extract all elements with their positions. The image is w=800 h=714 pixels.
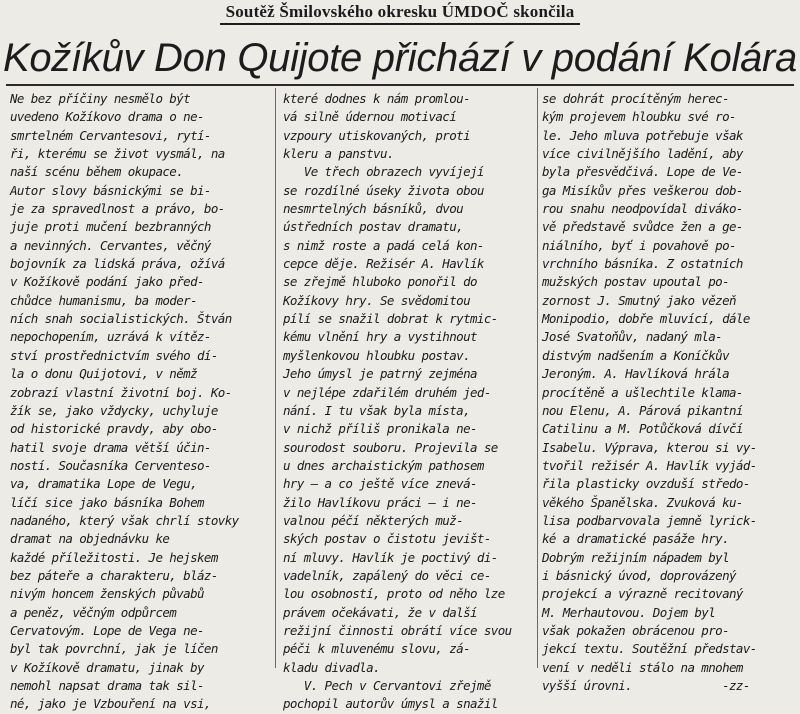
text-line: tvořil režisér A. Havlík vyjád- bbox=[542, 457, 757, 473]
text-line: smrtelném Cervantesovi, rytí- bbox=[10, 127, 211, 143]
text-line: kleru a panstvu. bbox=[283, 146, 394, 162]
article-column-1 bbox=[10, 90, 268, 712]
text-line: se zřejmě hluboko ponořil do bbox=[283, 274, 477, 290]
headline-rule bbox=[6, 84, 794, 86]
text-line: kým projevem hloubku své ro- bbox=[542, 109, 736, 125]
text-line: ství prostřednictvím svého dí- bbox=[10, 347, 218, 363]
text-line: sourodost souboru. Projevila se bbox=[283, 439, 498, 455]
text-line: péči k mluvenému slovu, zá- bbox=[283, 641, 470, 657]
text-line: ké a dramatické pasáže hry. bbox=[542, 531, 729, 547]
text-line: od historické pravdy, aby obo- bbox=[10, 421, 218, 437]
text-line: každé příležitosti. Je hejskem bbox=[10, 549, 218, 565]
text-line: mužských postav upoutal po- bbox=[542, 274, 729, 290]
text-line: řila plasticky ovzduší středo- bbox=[542, 476, 750, 492]
text-line: chůdce humanismu, ba moder- bbox=[10, 292, 197, 308]
text-line: lou osobností, proto od něho lze bbox=[283, 586, 505, 602]
article-column-2 bbox=[283, 90, 533, 712]
text-line: vyšší úrovni. -zz- bbox=[542, 678, 750, 693]
text-line: José Svatoňův, nadaný mla- bbox=[542, 329, 723, 345]
text-line: Kožíkovy hry. Se svědomitou bbox=[283, 292, 470, 308]
text-line: se dohrát procítěným herec- bbox=[542, 91, 729, 106]
text-line: Catilinu a M. Potůčková dívčí bbox=[542, 421, 743, 437]
text-line: věkého Španělska. Zvuková ku- bbox=[542, 494, 743, 510]
text-line: i básnický úvod, doprovázený bbox=[542, 567, 736, 583]
text-line: však pokažen obrácenou pro- bbox=[542, 622, 729, 638]
text-line: v Kožíkově podání jako před- bbox=[10, 274, 204, 290]
text-line: distvým nadšením a Koníčkův bbox=[542, 347, 729, 363]
text-line: líčí sice jako básníka Bohem bbox=[10, 494, 204, 510]
text-line: Ve třech obrazech vyvíjejí bbox=[283, 164, 484, 180]
text-line: ností. Současníka Cerventeso- bbox=[10, 457, 211, 473]
text-line: va, dramatika Lope de Vegu, bbox=[10, 476, 197, 492]
text-line: zornost J. Smutný jako vězeň bbox=[542, 292, 736, 308]
text-line: myšlenkovou hloubku postav. bbox=[283, 347, 470, 363]
text-line: režijní činnosti obrátí více svou bbox=[283, 622, 512, 638]
text-line: je za spravedlnost a právo, bo- bbox=[10, 201, 225, 217]
text-line: nou Elenu, A. Párová pikantní bbox=[542, 402, 743, 418]
text-line: kému vlnění hry a vystihnout bbox=[283, 329, 477, 345]
article-headline: Kožíkův Don Quijote přichází v podání Kolára bbox=[3, 36, 797, 80]
text-line: vrchního básníka. Z ostatních bbox=[542, 256, 743, 272]
text-line: Autor slovy básnickými se bi- bbox=[10, 182, 211, 198]
text-line: byl tak povrchní, jak je líčen bbox=[10, 641, 218, 657]
text-line: hry — a co ještě více znevá- bbox=[283, 476, 477, 492]
text-line: v Kožíkově dramatu, jinak by bbox=[10, 659, 204, 675]
text-line: Dobrým režijním nápadem byl bbox=[542, 549, 729, 565]
column-divider-1 bbox=[275, 88, 276, 668]
text-line: vadelník, zapálený do věci ce- bbox=[283, 567, 491, 583]
text-line: ga Misíkův přes veškerou dob- bbox=[542, 182, 743, 198]
text-line: bez páteře a charakteru, bláz- bbox=[10, 567, 218, 583]
text-line: Monipodio, dobře mluvící, dále bbox=[542, 311, 750, 327]
text-line: vení v neděli stálo na mnohem bbox=[542, 659, 743, 675]
text-line: nání. I tu však byla místa, bbox=[283, 402, 470, 418]
text-line: v nichž příliš pronikala ne- bbox=[283, 421, 477, 437]
text-line: jekcí textu. Soutěžní představ- bbox=[542, 641, 757, 657]
text-line: ských postav o čistotu jevišt- bbox=[283, 531, 491, 547]
text-line: vá silně údernou motivací bbox=[283, 109, 457, 125]
column-divider-2 bbox=[537, 88, 538, 668]
text-line: byla přesvědčivá. Lope de Ve- bbox=[542, 164, 743, 180]
text-line: né, jako je Vzbouření na vsi, bbox=[10, 696, 211, 712]
text-line: a nevinných. Cervantes, věčný bbox=[10, 237, 211, 253]
kicker-text: Soutěž Šmilovského okresku ÚMDOČ skončila bbox=[220, 2, 581, 25]
text-line: la o donu Quijotovi, v němž bbox=[10, 366, 197, 382]
text-line: více civilnějšího ladění, aby bbox=[542, 146, 743, 162]
text-line: niálního, byť i povahově po- bbox=[542, 237, 736, 253]
text-line: le. Jeho mluva potřebuje však bbox=[542, 127, 743, 143]
text-line: naší scénu během okupace. bbox=[10, 164, 184, 180]
article-kicker bbox=[0, 2, 800, 25]
article-column-3 bbox=[542, 90, 798, 693]
text-line: pochopil autorův úmysl a snažil bbox=[283, 696, 498, 712]
text-line: právem očekávati, že v další bbox=[283, 604, 477, 620]
text-line: M. Merhautovou. Dojem byl bbox=[542, 604, 716, 620]
text-line: Isabelu. Výprava, kterou si vy- bbox=[542, 439, 757, 455]
text-line: nesmrtelných básníků, dvou bbox=[283, 201, 464, 217]
text-line: ři, kterému se život vysmál, na bbox=[10, 146, 225, 162]
text-line: juje proti mučení bezbranných bbox=[10, 219, 211, 235]
text-line: Cervatovým. Lope de Vega ne- bbox=[10, 622, 204, 638]
text-line: vě představě svůdce žen a ge- bbox=[542, 219, 743, 235]
text-line: projekcí a výrazně recitovaný bbox=[542, 586, 743, 602]
text-line: nepochopením, uzrává k vítěz- bbox=[10, 329, 211, 345]
text-line: ní mluvy. Havlík je poctivý di- bbox=[283, 549, 498, 565]
text-line: bojovník za lidská práva, ožívá bbox=[10, 256, 225, 272]
text-line: Ne bez příčiny nesmělo být bbox=[10, 91, 191, 106]
text-line: pílí se snažil dobrat k rytmic- bbox=[283, 311, 498, 327]
text-line: uvedeno Kožíkovo drama o ne- bbox=[10, 109, 204, 125]
text-line: a peněz, věčným odpůrcem bbox=[10, 604, 177, 620]
text-line: nadaného, který však chrlí stovky bbox=[10, 512, 239, 528]
text-line: Jeho úmysl je patrný zejména bbox=[283, 366, 477, 382]
text-line: procítěně a ušlechtile klama- bbox=[542, 384, 743, 400]
text-line: žík se, jako vždycky, uchyluje bbox=[10, 402, 218, 418]
text-line: ústředních postav dramatu, bbox=[283, 219, 464, 235]
text-line: ních snah socialistických. Štván bbox=[10, 311, 232, 327]
text-line: lisa podbarvovala jemně lyrick- bbox=[542, 512, 757, 528]
text-line: s nimž roste a padá celá kon- bbox=[283, 237, 484, 253]
text-line: dramat na objednávku ke bbox=[10, 531, 170, 547]
text-line: žilo Havlíkovu práci — i ne- bbox=[283, 494, 477, 510]
text-line: vzpoury utiskovaných, proti bbox=[283, 127, 470, 143]
text-line: Jeroným. A. Havlíková hrála bbox=[542, 366, 729, 382]
text-line: hatil svoje drama větší účin- bbox=[10, 439, 211, 455]
text-line: se rozdílné úseky života obou bbox=[283, 182, 484, 198]
text-line: rou snahu neodpovídal divákо- bbox=[542, 201, 743, 217]
text-line: valnou péčí některých muž- bbox=[283, 512, 464, 528]
text-line: u dnes archaistickým pathosem bbox=[283, 457, 484, 473]
text-line: zobrazí vlastní životní boj. Ko- bbox=[10, 384, 232, 400]
text-line: nivým honcem ženských půvabů bbox=[10, 586, 204, 602]
text-line: v nejlépe zdařilém druhém jed- bbox=[283, 384, 491, 400]
text-line: cepce děje. Režisér A. Havlík bbox=[283, 256, 484, 272]
text-line: V. Pech v Cervantovi zřejmě bbox=[283, 678, 491, 693]
text-line: kladu divadla. bbox=[283, 659, 380, 675]
text-line: nemohl napsat drama tak sil- bbox=[10, 678, 204, 693]
text-line: které dodnes k nám promlou- bbox=[283, 91, 470, 106]
